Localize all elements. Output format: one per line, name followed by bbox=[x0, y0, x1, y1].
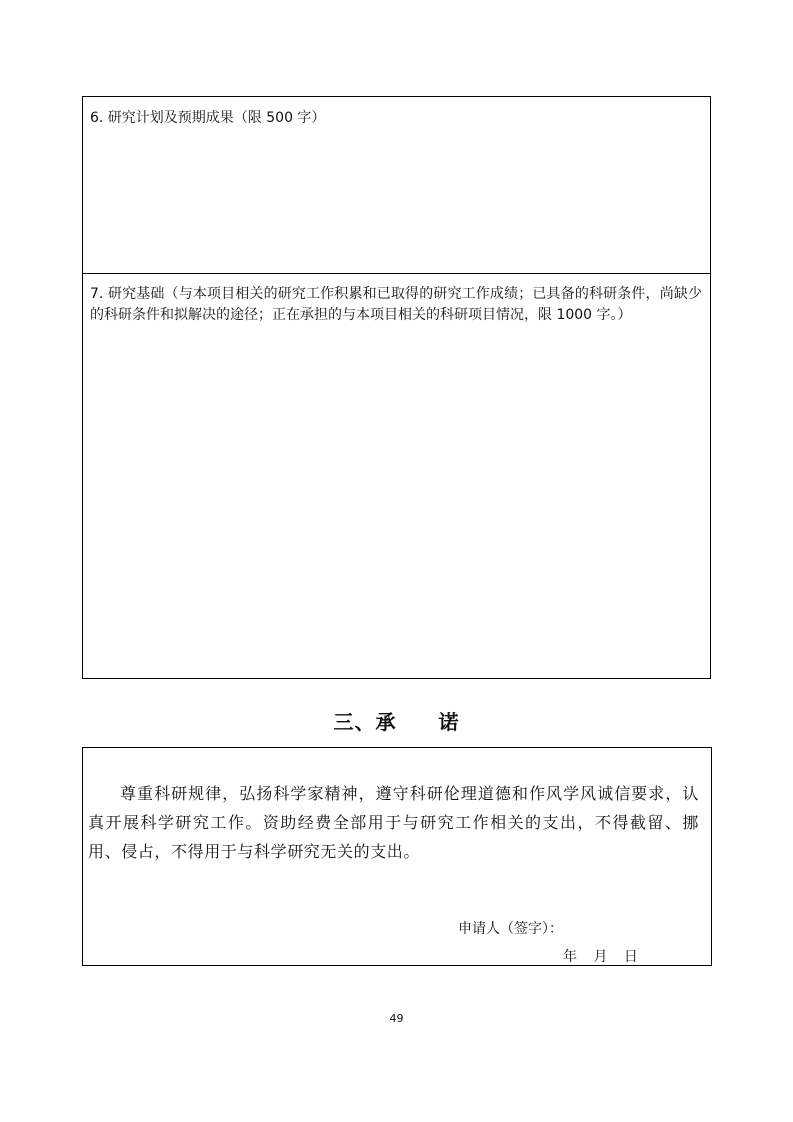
research-plan-field[interactable] bbox=[82, 96, 711, 274]
signature-date-label: 年 月 日 bbox=[563, 949, 638, 965]
pledge-box bbox=[82, 747, 712, 966]
research-basis-label: 7. 研究基础（与本项目相关的研究工作积累和已取得的研究工作成绩；已具备的科研条件，尚缺少的科研条件和拟解决的途径；正在承担的与本项目相关的科研项目情况，限 1000 字。） bbox=[90, 286, 702, 323]
page-number: 49 bbox=[389, 1012, 404, 1025]
research-plan-label: 6. 研究计划及预期成果（限 500 字） bbox=[90, 110, 326, 126]
pledge-text: 尊重科研规律，弘扬科学家精神，遵守科研伦理道德和作风学风诚信要求，认真开展科学研究工作。资助经费全部用于与研究工作相关的支出，不得截留、挪用、侵占，不得用于与科学研究无关的支出。 bbox=[88, 784, 699, 861]
pledge-section-title: 三、承 诺 bbox=[333, 710, 460, 734]
applicant-signature-label: 申请人（签字）： bbox=[458, 921, 563, 937]
research-basis-field[interactable] bbox=[82, 273, 711, 679]
